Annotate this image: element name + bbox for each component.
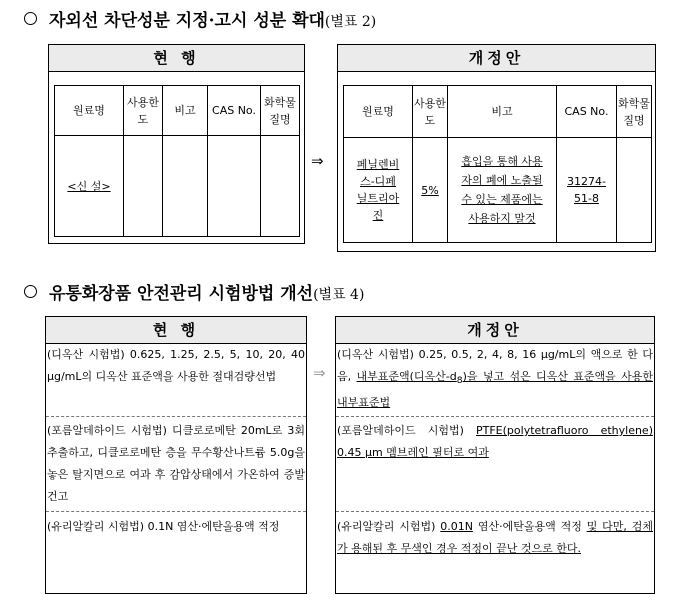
table-cell bbox=[124, 136, 163, 237]
revised-dioxane-method bbox=[336, 344, 654, 414]
section2-current-box bbox=[45, 316, 307, 594]
section2-ref: (별표 4) bbox=[313, 287, 365, 303]
cas-number: 31274-51-8 bbox=[557, 138, 617, 243]
table-cell bbox=[163, 136, 208, 237]
revised-dioxane-internal-standard bbox=[337, 370, 653, 409]
revised-alkali-text: (유리알칼리 시험법) bbox=[337, 520, 441, 533]
divider bbox=[336, 511, 654, 512]
column-header: 비고 bbox=[448, 86, 557, 138]
revised-formaldehyde-filter: PTFE(polytetrafluoro ethylene) 0.45 μm 멤브레인 필터로 여과 bbox=[337, 424, 653, 459]
divider bbox=[336, 416, 654, 417]
section2-arrow: ⇒ bbox=[313, 364, 326, 382]
column-header: 화학물질명 bbox=[261, 86, 300, 136]
revised-formaldehyde-text: (포름알데하이드 시험법) bbox=[337, 424, 476, 437]
table-cell bbox=[208, 136, 261, 237]
section1-title: 자외선 차단성분 지정·고시 성분 확대 bbox=[49, 11, 325, 31]
section2-heading bbox=[24, 279, 364, 304]
column-header: CAS No. bbox=[208, 86, 261, 136]
column-header: 비고 bbox=[163, 86, 208, 136]
section1-revised-table bbox=[343, 85, 652, 243]
section1-current-header: 현 행 bbox=[49, 45, 304, 72]
revised-alkali-normality: 0.01N bbox=[440, 520, 474, 533]
column-header: CAS No. bbox=[557, 86, 617, 138]
underlined-text: 내부표준액(디옥산-d bbox=[356, 370, 457, 383]
section2-revised-box bbox=[335, 316, 655, 594]
column-header: 사용한도 bbox=[413, 86, 448, 138]
note-cell: 흡입을 통해 사용자의 폐에 노출될 수 있는 제품에는 사용하지 말것 bbox=[448, 138, 557, 243]
ingredient-name: 페닐렌비스-디페닐트리아진 bbox=[344, 138, 413, 243]
current-alkali-method: (유리알칼리 시험법) 0.1N 염산·에탄올용액 적정 bbox=[47, 520, 280, 533]
section1-heading bbox=[24, 6, 376, 31]
chemical-name-cell bbox=[616, 138, 651, 243]
section1-ref: (별표 2) bbox=[324, 14, 377, 30]
underlined-text: )을 넣고 섞은 디옥산 표준액을 사용한 내부표준법 bbox=[337, 370, 653, 410]
usage-limit: 5% bbox=[413, 138, 448, 243]
revised-alkali-text: 염산·에탄올용액 적정 bbox=[473, 520, 587, 533]
circle-bullet-icon bbox=[24, 12, 37, 25]
section1-arrow: ⇒ bbox=[311, 152, 324, 170]
revised-formaldehyde-method bbox=[336, 420, 654, 480]
section1-current-box bbox=[48, 44, 305, 244]
revised-alkali-endpoint: 및 다만, 검체가 용해된 후 무색인 경우 적정이 끝난 것으로 한다. bbox=[337, 520, 653, 555]
section1-revised-header: 개정안 bbox=[338, 45, 655, 72]
divider bbox=[46, 416, 306, 417]
circle-bullet-icon bbox=[24, 285, 37, 298]
section1-revised-box bbox=[337, 44, 656, 252]
section2-current-header: 현 행 bbox=[46, 317, 306, 344]
table-cell bbox=[261, 136, 300, 237]
column-header: 화학물질명 bbox=[616, 86, 651, 138]
section1-current-table bbox=[54, 85, 300, 237]
column-header: 원료명 bbox=[55, 86, 124, 136]
current-formaldehyde-method: (포름알데하이드 시험법) 디클로로메탄 20mL로 3회 추출하고, 디클로로메탄 층을 무수황산나트륨 5.0g을 놓은 탈지면으로 여과 후 감압상태에서 가온하여 증발 건고 bbox=[47, 424, 305, 503]
column-header: 원료명 bbox=[344, 86, 413, 138]
new-establish-label: <신 설> bbox=[55, 136, 124, 237]
column-header: 사용한도 bbox=[124, 86, 163, 136]
revised-dioxane-text: (디옥산 시험법) 0.25, 0.5, 2, 4, 8, 16 μg/mL의 액으로 한 다음, bbox=[337, 348, 653, 383]
section2-revised-header: 개정안 bbox=[336, 317, 654, 344]
current-dioxane-method: (디옥산 시험법) 0.625, 1.25, 2.5, 5, 10, 20, 40 μg/mL의 디옥산 표준액을 사용한 절대검량선법 bbox=[47, 348, 305, 383]
section2-title: 유통화장품 안전관리 시험방법 개선 bbox=[49, 284, 314, 304]
revised-alkali-method bbox=[336, 516, 654, 586]
subscript: 8 bbox=[456, 375, 463, 387]
divider bbox=[46, 511, 306, 512]
